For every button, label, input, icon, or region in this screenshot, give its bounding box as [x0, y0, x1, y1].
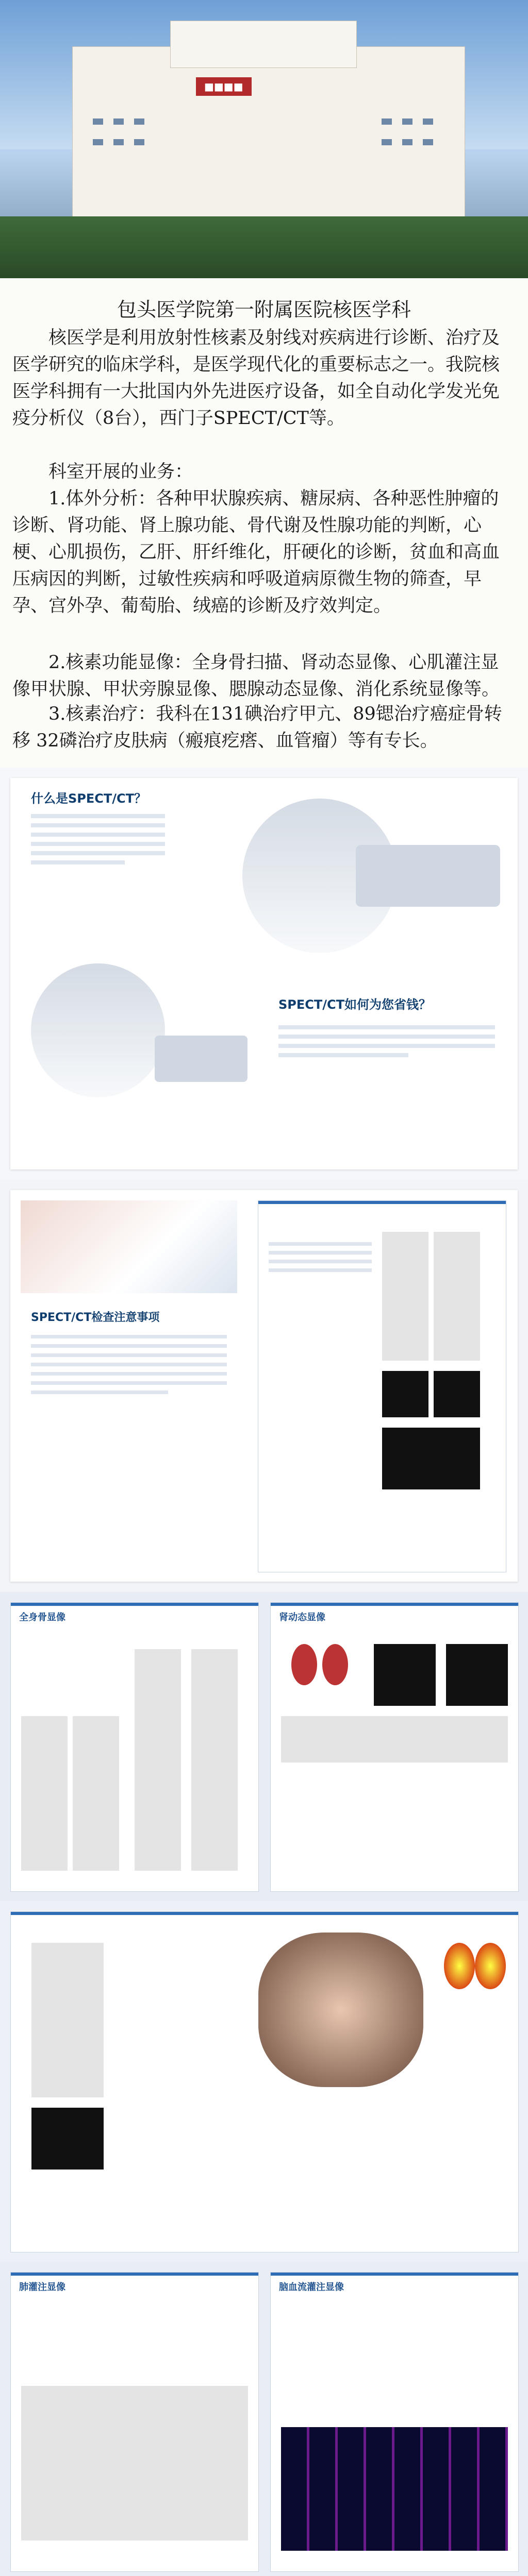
brain-scan-title: 脑血流灌注显像 [279, 2282, 344, 2293]
kidney-left-icon [291, 1644, 317, 1685]
renal-curve-image [281, 1716, 508, 1762]
scanner-bed [356, 845, 500, 907]
notes-photo [21, 1200, 237, 1293]
intro-section [0, 278, 528, 768]
save-money-heading: SPECT/CT如何为您省钱？ [278, 997, 432, 1012]
brain-scan-panel [270, 2272, 519, 2572]
notes-heading: SPECT/CT检查注意事项 [31, 1311, 160, 1324]
intro-title: 包头医学院第一附属医院核医学科 [117, 298, 411, 321]
thyroid-skeleton-image [31, 1943, 104, 2097]
intro-paragraph-4: 2.核素功能显像：全身骨扫描、肾动态显像、心肌灌注显像甲状腺、甲状旁腺显像、腮腺动态显像、消化系统显像等。 [12, 652, 500, 700]
hospital-sign: ■■■■ [196, 77, 252, 96]
scan-thumb-3 [382, 1428, 480, 1489]
intro-paragraph-1: 核医学是利用放射性核素及射线对疾病进行诊断、治疗及医学研究的临床学科，是医学现代化的重要标志之一。我院核医学科拥有一大批国内外先进医疗设备，如全自动化学发光免疫分析仪（8台），西门子SPECT/CT等。 [12, 328, 500, 429]
renal-scan-image-2 [446, 1644, 508, 1706]
skeleton-back-image [434, 1232, 480, 1361]
scan-thumb-1 [382, 1371, 428, 1417]
hospital-tower [170, 21, 357, 68]
bone-scan-image-4 [191, 1649, 238, 1871]
thyroid-section [0, 1901, 528, 2262]
spect-desc-text-block [31, 809, 165, 917]
intro-paragraph-5: 3.核素治疗：我科在131碘治疗甲亢、89锶治疗癌症骨转移 32磷治疗皮肤病（瘢痕疙瘩、血管瘤）等有专长。 [12, 704, 502, 751]
thyroid-lobe-right-icon [475, 1943, 506, 1989]
lung-scan-panel [10, 2272, 259, 2572]
bone-scan-image-3 [135, 1649, 181, 1871]
spect-notes-section [0, 1180, 528, 1592]
skeleton-front-image [382, 1232, 428, 1361]
renal-scan-panel [270, 1602, 519, 1892]
lung-brain-section [0, 2262, 528, 2576]
brain-scan-grid [281, 2427, 508, 2551]
intro-paragraph-3: 1.体外分析：各种甲状腺疾病、糖尿病、各种恶性肿瘤的诊断、肾功能、肾上腺功能、骨代谢及性腺功能的判断，心梗、心肌损伤，乙肝、肝纤维化，肝硬化的诊断，贫血和高血压病因的判断，过敏性疾病和呼吸道病原微生物的筛查，早孕、宫外孕、葡萄胎、绒癌的诊断及疗效判定。 [12, 488, 500, 616]
trees [0, 216, 528, 278]
hospital-building [72, 46, 465, 217]
bone-scan-image-1 [21, 1716, 68, 1871]
bone-scan-panel [10, 1602, 259, 1892]
spect-scanner-image-2 [31, 963, 165, 1097]
kidney-right-icon [322, 1644, 348, 1685]
renal-scan-title: 肾动态显像 [279, 1612, 325, 1623]
hero-photo [0, 0, 528, 278]
notes-text-block [31, 1329, 227, 1400]
lung-scan-grid [21, 2386, 248, 2540]
scanner-bed-2 [155, 1036, 248, 1082]
thyroid-scan-thumb [31, 2108, 104, 2170]
what-is-spect-heading: 什么是SPECT/CT？ [31, 791, 147, 806]
bone-renal-section [0, 1592, 528, 1901]
renal-scan-image-1 [374, 1644, 436, 1706]
bone-scan-image-2 [73, 1716, 119, 1871]
thyroid-panel [10, 1911, 519, 2252]
notes-right-panel [258, 1200, 506, 1572]
scan-thumb-2 [434, 1371, 480, 1417]
notes-right-list [269, 1237, 372, 1277]
save-money-text-block [278, 1020, 495, 1062]
lung-scan-title: 肺灌注显像 [19, 2282, 65, 2293]
thyroid-lobe-left-icon [444, 1943, 475, 1989]
intro-paragraph-2: 科室开展的业务： [48, 462, 193, 482]
neck-photo [258, 1933, 423, 2087]
spect-intro-section [0, 768, 528, 1180]
bone-scan-title: 全身骨显像 [19, 1612, 65, 1623]
